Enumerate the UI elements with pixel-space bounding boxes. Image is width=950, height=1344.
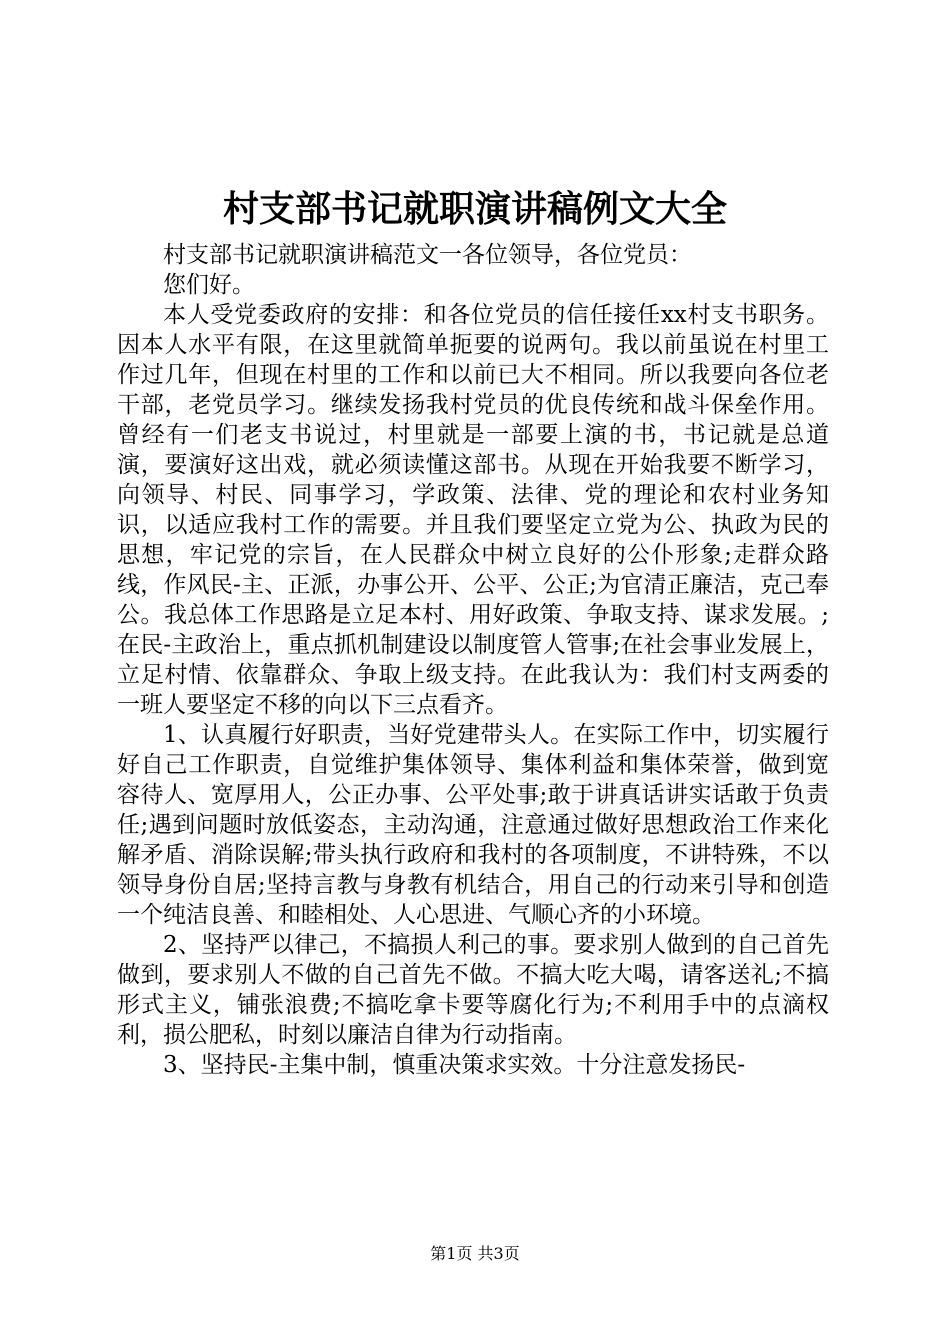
document-body	[117, 240, 829, 1080]
document-title: 村支部书记就职演讲稿例文大全	[222, 188, 727, 230]
paragraph-introduction: 本人受党委政府的安排：和各位党员的信任接任xx村支书职务。因本人水平有限，在这里就简单扼要的说两句。我以前虽说在村里工作过几年，但现在村里的工作和以前已大不相同。所以我要向各位老干部，老党员学习。继续发扬我村党员的优良传统和战斗保垒作用。曾经有一们老支书说过，村里就是一部要上演的书，书记就是总道演，要演好这出戏，就必须读懂这部书。从现在开始我要不断学习，向领导、村民、同事学习，学政策、法律、党的理论和农村业务知识，以适应我村工作的需要。并且我们要坚定立党为公、执政为民的思想，牢记党的宗旨，在人民群众中树立良好的公仆形象;走群众路线，作风民-主、正派，办事公开、公平、公正;为官清正廉洁，克己奉公。我总体工作思路是立足本村、用好政策、争取支持、谋求发展。;在民-主政治上，重点抓机制建设以制度管人管事;在社会事业发展上，立足村情、依靠群众、争取上级支持。在此我认为：我们村支两委的一班人要坚定不移的向以下三点看齐。	[117, 302, 829, 718]
paragraph-point-1: 1、认真履行好职责，当好党建带头人。在实际工作中，切实履行好自己工作职责，自觉维护集体领导、集体利益和集体荣誉，做到宽容待人、宽厚用人，公正办事、公平处事;敢于讲真话讲实话敢于负责任;遇到问题时放低姿态，主动沟通，注意通过做好思想政治工作来化解矛盾、消除误解;带头执行政府和我村的各项制度，不讲特殊，不以领导身份自居;坚持言教与身教有机结合，用自己的行动来引导和创造一个纯洁良善、和睦相处、人心思进、气顺心齐的小环境。	[117, 722, 829, 928]
paragraph-point-3: 3、坚持民-主集中制，慎重决策求实效。十分注意发扬民-	[163, 1052, 746, 1078]
paragraph-greeting: 村支部书记就职演讲稿范文一各位领导，各位党员：	[163, 242, 692, 268]
page-number-footer: 第1页 共3页	[430, 1244, 520, 1263]
paragraph-hello: 您们好。	[163, 272, 255, 298]
paragraph-point-2: 2、坚持严以律己，不搞损人利己的事。要求别人做到的自己首先做到，要求别人不做的自己首先不做。不搞大吃大喝，请客送礼;不搞形式主义，铺张浪费;不搞吃拿卡要等腐化行为;不利用手中的点滴权利，损公肥私，时刻以廉洁自律为行动指南。	[117, 932, 829, 1048]
